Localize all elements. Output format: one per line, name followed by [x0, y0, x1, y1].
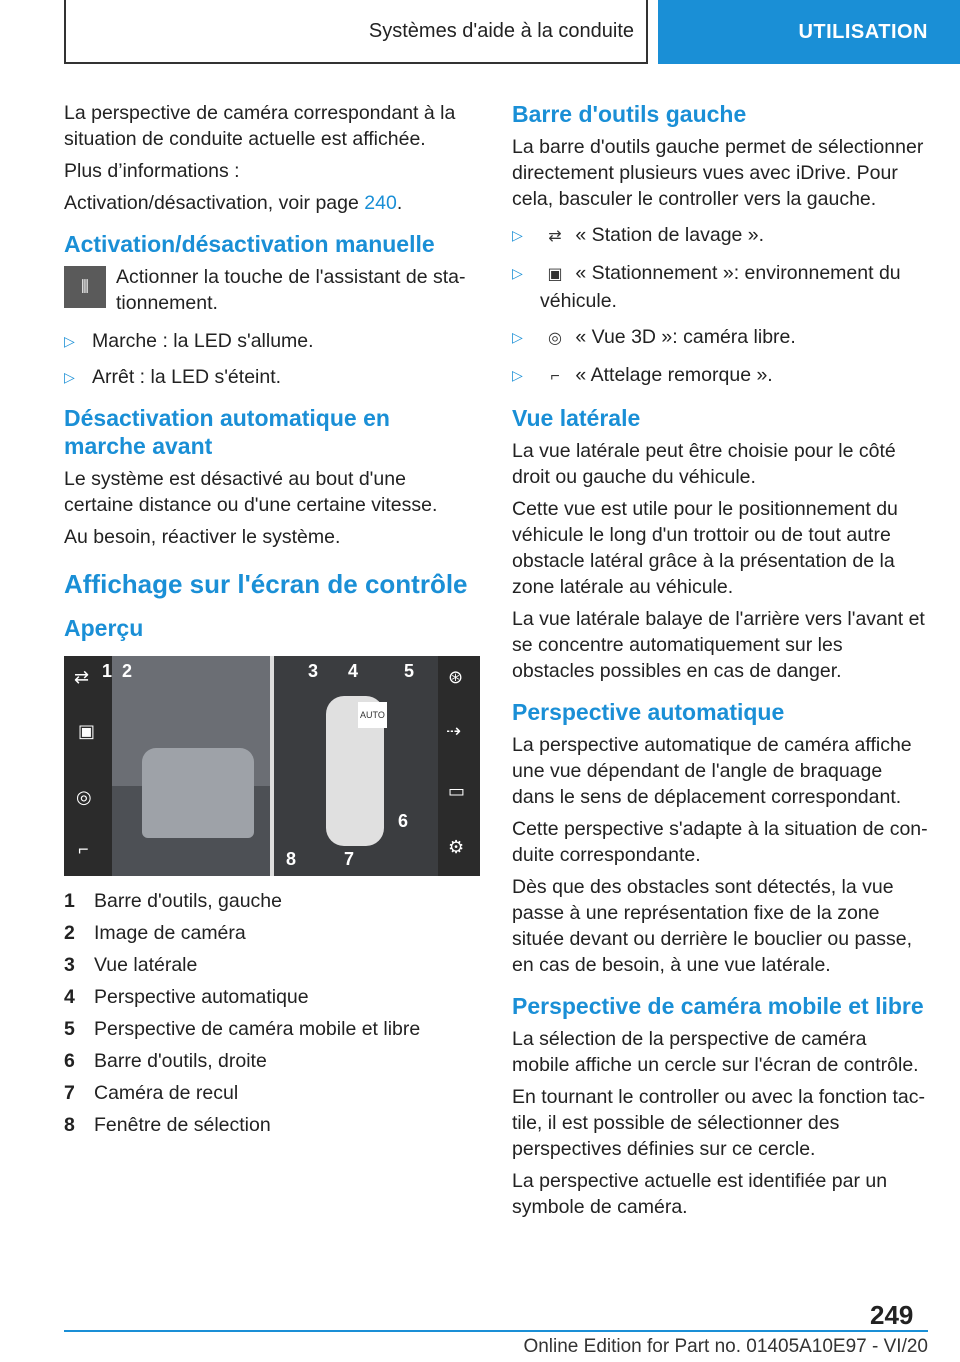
left-column [64, 100, 478, 1144]
legend-text: Fenêtre de sélection [94, 1114, 271, 1136]
triangle-bullet-icon: ▷ [64, 333, 75, 349]
header-chapter [658, 0, 960, 64]
parking-icon: ▣ [78, 721, 96, 741]
intro-paragraph: La perspective de caméra correspondant à la situation de conduite actuelle est affichée. [64, 102, 456, 150]
legend-text: Perspective de caméra mobile et libre [94, 1018, 421, 1040]
auto-paragraph-2: Au besoin, réactiver le système. [64, 526, 341, 548]
camera-display-figure [64, 656, 480, 876]
heading-manual: Activation/désactivation manuelle [64, 231, 435, 257]
legend-number: 8 [64, 1114, 75, 1136]
car-wash-icon: ⇄ [548, 228, 562, 245]
side-paragraph-3: La vue latérale balaye de l'arrière vers l'avant et se concentre automatiquement sur les obstacles possibles en cas de danger. [512, 608, 925, 682]
figure-label-1: 1 [102, 661, 113, 681]
free-paragraph-3: La perspective actuelle est identifiée par un symbole de caméra. [512, 1170, 888, 1218]
legend-text: Vue latérale [94, 954, 198, 976]
figure-label-8: 8 [286, 849, 297, 869]
figure-label-7: 7 [344, 849, 355, 869]
trailer-hitch-icon: ⌐ [550, 368, 560, 385]
3d-view-icon: ◎ [76, 787, 92, 807]
legend-number: 2 [64, 922, 75, 944]
footer-divider [64, 1330, 928, 1332]
free-paragraph-2: En tournant le controller ou avec la fonction tactile, il est possible de sélectionner des perspectives définies sur ce cercle. [512, 1086, 925, 1160]
legend-number: 4 [64, 986, 75, 1008]
list-item [64, 328, 478, 354]
legend-item [64, 952, 478, 978]
footer-edition: Online Edition for Part no. 01405A10E97 - VI/20 [523, 1336, 928, 1357]
auto-badge: AUTO [358, 702, 387, 728]
legend-text: Perspective automatique [94, 986, 309, 1008]
toolbar-paragraph: La barre d'outils gauche permet de sélectionner directement plusieurs vues avec iDrive. Pour cela, basculer le controller vers la gauche. [512, 136, 924, 210]
more-info: Plus d’informations : [64, 160, 240, 182]
autop-paragraph-3: Dès que des obstacles sont détectés, la vue passe à une représentation fixe de la zone située devant ou derrière le bouclier ou passe, en cas de besoin, à une vue latérale. [512, 876, 912, 976]
car-wash-icon: ⇄ [74, 667, 90, 687]
legend-number: 7 [64, 1082, 75, 1104]
car-rear-image [142, 748, 254, 838]
legend-item [64, 984, 478, 1010]
legend-item [64, 1048, 478, 1074]
triangle-bullet-icon: ▷ [512, 329, 523, 345]
heading-free-perspective: Perspective de caméra mobile et libre [512, 993, 924, 1019]
heading-auto-deactivation: Désactivation automatique en marche avant [64, 405, 390, 459]
heading-toolbar-left: Barre d'outils gauche [512, 101, 747, 127]
list-item-text: Arrêt : la LED s'éteint. [92, 366, 282, 388]
triangle-bullet-icon: ▷ [512, 265, 523, 281]
manual-instruction [64, 264, 478, 316]
legend [64, 888, 478, 1138]
heading-display: Affichage sur l'écran de contrôle [64, 569, 468, 599]
figure-label-5: 5 [404, 661, 415, 681]
list-item-text: « Stationnement »: environnement du véhicule. [540, 262, 901, 312]
legend-text: Caméra de recul [94, 1082, 239, 1104]
legend-item [64, 888, 478, 914]
legend-text: Barre d'outils, droite [94, 1050, 267, 1072]
free-paragraph-1: La sélection de la perspective de caméra mobile affiche un cercle sur l'écran de contrôle. [512, 1028, 919, 1076]
parking-icon: ▣ [547, 266, 563, 283]
steering-icon: ⊛ [448, 667, 464, 687]
triangle-bullet-icon: ▷ [512, 367, 523, 383]
legend-number: 1 [64, 890, 75, 912]
page-number: 249 [870, 1300, 914, 1330]
figure-label-3: 3 [308, 661, 319, 681]
figure-label-6: 6 [398, 811, 409, 831]
right-column [512, 100, 928, 1226]
list-item-text: Marche : la LED s'allume. [92, 330, 314, 352]
camera-icon: ▭ [448, 781, 466, 801]
manual-text: Actionner la touche de l'assistant de stationnement. [116, 266, 466, 314]
legend-item [64, 1112, 478, 1138]
heading-side-view: Vue latérale [512, 405, 641, 431]
list-item [64, 364, 478, 390]
legend-text: Image de caméra [94, 922, 246, 944]
legend-item [64, 920, 478, 946]
heading-overview: Aperçu [64, 615, 144, 641]
trailer-hitch-icon: ⌐ [78, 839, 89, 859]
autop-paragraph-1: La perspective automatique de caméra affiche une vue dépendant de l'angle de braquage dans le sens de déplacement correspondant. [512, 734, 912, 808]
list-item-text: « Vue 3D »: caméra libre. [575, 326, 796, 348]
legend-number: 3 [64, 954, 75, 976]
legend-item [64, 1080, 478, 1106]
list-item-text: « Station de lavage ». [575, 224, 765, 246]
list-item [512, 324, 928, 352]
reference-prefix: Activation/désactivation, voir page [64, 192, 365, 214]
side-paragraph-2: Cette vue est utile pour le positionnement du véhicule le long d'un trottoir ou de tout autre obstacle latéral grâce à la présentation de la zone latérale au véhicule. [512, 498, 898, 598]
header-section [64, 0, 648, 64]
header-chapter-title: UTILISATION [798, 20, 928, 43]
figure-label-2: 2 [122, 661, 133, 681]
triangle-bullet-icon: ▷ [64, 369, 75, 385]
auto-paragraph-1: Le système est désactivé au bout d'une certaine distance ou d'une certaine vitesse. [64, 468, 438, 516]
list-item [512, 362, 928, 390]
side-paragraph-1: La vue latérale peut être choisie pour le côté droit ou gauche du véhicule. [512, 440, 896, 488]
park-assist-button-icon: ⦀ [64, 266, 106, 308]
autop-paragraph-2: Cette perspective s'adapte à la situation de conduite correspondante. [512, 818, 928, 866]
reference-suffix: . [396, 192, 403, 214]
list-item-text: « Attelage remorque ». [575, 364, 773, 386]
settings-gear-icon: ⚙ [448, 837, 465, 857]
figure-label-4: 4 [348, 661, 359, 681]
legend-item [64, 1016, 478, 1042]
reference-line [64, 190, 478, 216]
list-item [512, 222, 928, 250]
legend-number: 6 [64, 1050, 75, 1072]
list-item [512, 260, 928, 314]
header-section-title: Systèmes d'aide à la conduite [368, 19, 634, 42]
legend-number: 5 [64, 1018, 75, 1040]
legend-text: Barre d'outils, gauche [94, 890, 283, 912]
3d-view-icon: ◎ [548, 330, 562, 347]
car-side-icon: ⇢ [446, 721, 462, 741]
heading-auto-perspective: Perspective automatique [512, 699, 785, 725]
triangle-bullet-icon: ▷ [512, 227, 523, 243]
page-link-240[interactable]: 240 [364, 192, 397, 214]
